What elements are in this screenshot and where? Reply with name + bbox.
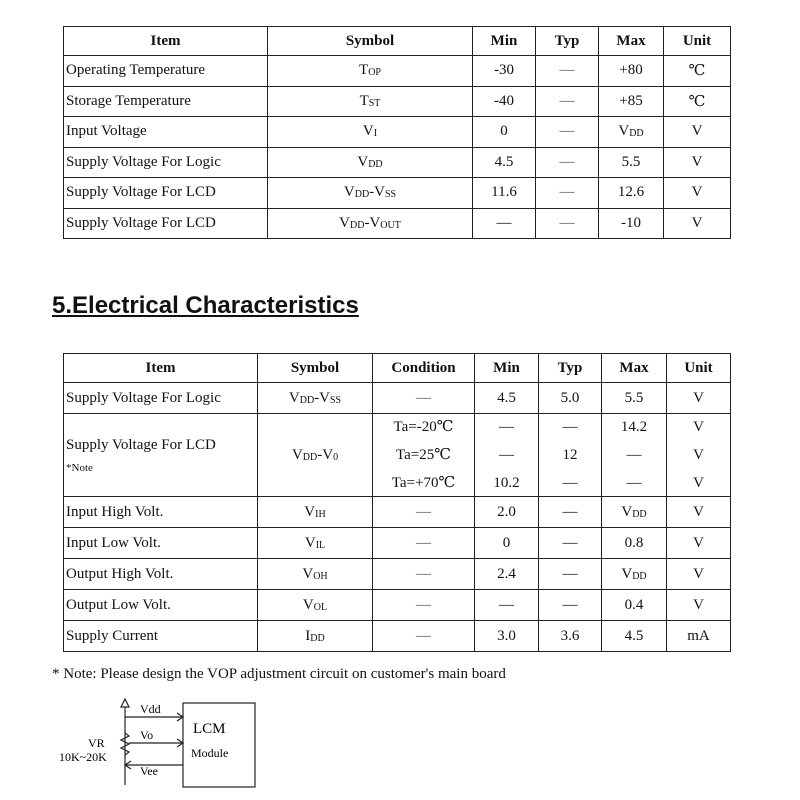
- symbol-main: T: [359, 62, 369, 79]
- item-label: Supply Voltage For LCD: [66, 436, 216, 453]
- symbol-subscript-2: 0: [333, 451, 339, 463]
- min-cell: 0: [475, 528, 539, 559]
- vdd-arrow-icon: [121, 699, 129, 707]
- max-cell: [599, 117, 664, 148]
- condition-value: Ta=+70℃: [391, 475, 456, 491]
- vop-circuit-diagram: [55, 695, 275, 795]
- min-cell: [475, 414, 539, 497]
- col-header-condition: Condition: [373, 354, 475, 383]
- max-value: V: [621, 565, 633, 582]
- max-value: 12.6: [617, 184, 645, 201]
- typ-cell: —: [539, 497, 602, 528]
- symbol-main: V: [362, 123, 374, 140]
- typ-cell: 5.0: [539, 383, 602, 414]
- symbol-cell: [268, 117, 473, 148]
- symbol-subscript: DD: [350, 219, 365, 231]
- max-cell: 5.5: [602, 383, 667, 414]
- typ-value: —: [562, 419, 578, 435]
- symbol-main: V: [304, 534, 316, 551]
- min-cell: —: [473, 208, 536, 239]
- item-cell: [64, 414, 258, 497]
- symbol-main: I: [305, 627, 311, 644]
- item-cell: Input Voltage: [64, 117, 268, 148]
- lcm-module-box: [183, 703, 255, 787]
- max-value: 5.5: [621, 153, 641, 170]
- symbol-main: V: [304, 503, 316, 520]
- symbol-main: V: [291, 446, 303, 463]
- section-title: 5.Electrical Characteristics: [52, 292, 359, 319]
- symbol-cell: [258, 559, 373, 590]
- table-row: [64, 147, 731, 178]
- max-cell: [599, 147, 664, 178]
- symbol-main: V: [339, 214, 350, 231]
- max-cell: [599, 86, 664, 117]
- table-row: [64, 117, 731, 148]
- symbol-main-2: -V: [369, 184, 385, 201]
- min-value: —: [499, 419, 514, 435]
- col-header-unit: Unit: [664, 27, 731, 56]
- unit-cell: ℃: [664, 56, 731, 87]
- symbol-subscript: DD: [368, 158, 383, 170]
- item-cell: Supply Voltage For Logic: [64, 147, 268, 178]
- max-cell: [602, 590, 667, 621]
- symbol-subscript: DD: [299, 394, 315, 406]
- symbol-main: V: [302, 596, 314, 613]
- min-cell: 4.5: [475, 383, 539, 414]
- typ-cell: —: [536, 56, 599, 87]
- symbol-subscript: ST: [368, 97, 381, 109]
- max-value: +85: [619, 92, 643, 109]
- col-header-unit: Unit: [667, 354, 731, 383]
- typ-value: 12: [562, 447, 578, 463]
- unit-value: V: [693, 475, 704, 491]
- condition-cell: —: [373, 497, 475, 528]
- item-cell: Input High Volt.: [64, 497, 258, 528]
- condition-cell: —: [373, 590, 475, 621]
- unit-cell: V: [667, 590, 731, 621]
- symbol-cell: [268, 208, 473, 239]
- absolute-ratings-body: [64, 56, 731, 239]
- symbol-main-2: -V: [364, 214, 381, 231]
- typ-cell: 3.6: [539, 621, 602, 652]
- table-row: [64, 178, 731, 209]
- max-cell: [599, 56, 664, 87]
- unit-cell: V: [667, 559, 731, 590]
- symbol-main: T: [359, 92, 369, 109]
- typ-cell: —: [536, 208, 599, 239]
- condition-cell: —: [373, 383, 475, 414]
- min-cell: 0: [473, 117, 536, 148]
- max-subscript: DD: [629, 128, 644, 140]
- symbol-main: V: [288, 389, 300, 406]
- typ-value: —: [562, 475, 578, 491]
- col-header-min: Min: [473, 27, 536, 56]
- condition-cell: [373, 414, 475, 497]
- max-value: 4.5: [624, 627, 644, 644]
- item-cell: Supply Voltage For LCD: [64, 208, 268, 239]
- symbol-cell: [268, 178, 473, 209]
- symbol-main-2: -V: [317, 446, 334, 463]
- unit-cell: V: [664, 178, 731, 209]
- max-value: V: [621, 503, 633, 520]
- lcm-label: LCM: [193, 721, 226, 737]
- typ-cell: —: [536, 86, 599, 117]
- min-value: 10.2: [493, 475, 520, 491]
- symbol-subscript: I: [373, 128, 378, 140]
- symbol-cell: [258, 383, 373, 414]
- max-cell: [599, 208, 664, 239]
- col-header-item: Item: [64, 27, 268, 56]
- table-row: [64, 621, 731, 652]
- symbol-main: V: [357, 153, 369, 170]
- min-cell: 3.0: [475, 621, 539, 652]
- typ-cell: —: [536, 117, 599, 148]
- symbol-subscript: DD: [354, 189, 370, 201]
- symbol-cell: [258, 497, 373, 528]
- max-value: 0.4: [624, 596, 644, 613]
- max-value: —: [626, 447, 642, 463]
- max-value: +80: [619, 62, 643, 79]
- symbol-subscript: IH: [315, 508, 326, 520]
- electrical-characteristics-table: [63, 353, 731, 652]
- symbol-cell: [268, 56, 473, 87]
- table-row: [64, 383, 731, 414]
- unit-cell: mA: [667, 621, 731, 652]
- max-subscript: DD: [632, 570, 647, 582]
- min-cell: -40: [473, 86, 536, 117]
- table-row: [64, 208, 731, 239]
- unit-cell: V: [664, 117, 731, 148]
- min-cell: 2.4: [475, 559, 539, 590]
- electrical-characteristics-body: [64, 497, 731, 652]
- col-header-max: Max: [602, 354, 667, 383]
- col-header-symbol: Symbol: [268, 27, 473, 56]
- max-value: V: [618, 123, 630, 140]
- symbol-subscript: OP: [368, 67, 381, 79]
- symbol-cell: [258, 414, 373, 497]
- col-header-typ: Typ: [539, 354, 602, 383]
- max-subscript: DD: [632, 508, 647, 520]
- unit-cell: V: [667, 383, 731, 414]
- symbol-cell: [258, 528, 373, 559]
- min-cell: —: [475, 590, 539, 621]
- symbol-cell: [258, 590, 373, 621]
- max-cell: [602, 559, 667, 590]
- col-header-symbol: Symbol: [258, 354, 373, 383]
- item-cell: Storage Temperature: [64, 86, 268, 117]
- col-header-max: Max: [599, 27, 664, 56]
- max-value: —: [626, 475, 642, 491]
- max-cell: [599, 178, 664, 209]
- max-cell: [602, 497, 667, 528]
- item-cell: Supply Current: [64, 621, 258, 652]
- condition-value: Ta=-20℃: [393, 419, 454, 435]
- vo-label: Vo: [140, 728, 154, 742]
- footnote: * Note: Please design the VOP adjustment circuit on customer's main board: [52, 666, 506, 682]
- item-cell: Supply Voltage For LCD: [64, 178, 268, 209]
- typ-cell: —: [539, 590, 602, 621]
- note-marker: *Note: [66, 461, 93, 474]
- min-cell: 4.5: [473, 147, 536, 178]
- table-row: [64, 559, 731, 590]
- vdd-label: Vdd: [140, 702, 161, 716]
- symbol-main: V: [343, 184, 355, 201]
- col-header-item: Item: [64, 354, 258, 383]
- typ-cell: —: [539, 528, 602, 559]
- table-header-row: [64, 354, 731, 383]
- condition-value: Ta=25℃: [395, 447, 451, 463]
- typ-cell: —: [536, 178, 599, 209]
- condition-cell: —: [373, 621, 475, 652]
- max-cell: [602, 414, 667, 497]
- table-row: [64, 590, 731, 621]
- item-cell: Supply Voltage For Logic: [64, 383, 258, 414]
- module-label: Module: [191, 746, 229, 760]
- max-cell: [602, 528, 667, 559]
- vr-range-label: 10K~20K: [59, 750, 107, 764]
- symbol-cell: [268, 86, 473, 117]
- symbol-subscript-2: OUT: [380, 219, 401, 231]
- item-cell: Input Low Volt.: [64, 528, 258, 559]
- table-row: [64, 497, 731, 528]
- item-cell: Output High Volt.: [64, 559, 258, 590]
- condition-cell: —: [373, 559, 475, 590]
- table-row-lcd-voltage: [64, 414, 731, 497]
- symbol-subscript-2: SS: [385, 189, 397, 201]
- symbol-main: V: [302, 565, 314, 582]
- symbol-subscript: DD: [302, 451, 318, 463]
- unit-cell: V: [664, 208, 731, 239]
- condition-cell: —: [373, 528, 475, 559]
- vr-label: VR: [88, 736, 105, 750]
- symbol-subscript: DD: [310, 632, 325, 644]
- min-cell: 11.6: [473, 178, 536, 209]
- symbol-subscript: OL: [313, 601, 328, 613]
- unit-cell: ℃: [664, 86, 731, 117]
- min-cell: -30: [473, 56, 536, 87]
- symbol-cell: [268, 147, 473, 178]
- unit-value: V: [693, 419, 704, 435]
- min-cell: 2.0: [475, 497, 539, 528]
- unit-cell: V: [667, 497, 731, 528]
- table-row: [64, 86, 731, 117]
- unit-value: V: [693, 447, 704, 463]
- symbol-main-2: -V: [314, 389, 330, 406]
- table-header-row: [64, 27, 731, 56]
- symbol-cell: [258, 621, 373, 652]
- absolute-ratings-table: [63, 26, 731, 239]
- table-row: [64, 528, 731, 559]
- symbol-subscript: OH: [313, 570, 328, 582]
- col-header-min: Min: [475, 354, 539, 383]
- max-value: 14.2: [620, 419, 648, 435]
- unit-cell: [667, 414, 731, 497]
- item-cell: Operating Temperature: [64, 56, 268, 87]
- symbol-subscript: IL: [315, 539, 326, 551]
- min-value: —: [499, 447, 514, 463]
- typ-cell: —: [539, 559, 602, 590]
- typ-cell: —: [536, 147, 599, 178]
- unit-cell: V: [664, 147, 731, 178]
- max-value: -10: [621, 214, 641, 231]
- col-header-typ: Typ: [536, 27, 599, 56]
- max-cell: [602, 621, 667, 652]
- typ-cell: [539, 414, 602, 497]
- table-row: [64, 56, 731, 87]
- item-cell: Output Low Volt.: [64, 590, 258, 621]
- symbol-subscript-2: SS: [330, 394, 342, 406]
- vee-label: Vee: [140, 764, 158, 778]
- max-value: 0.8: [624, 534, 644, 551]
- unit-cell: V: [667, 528, 731, 559]
